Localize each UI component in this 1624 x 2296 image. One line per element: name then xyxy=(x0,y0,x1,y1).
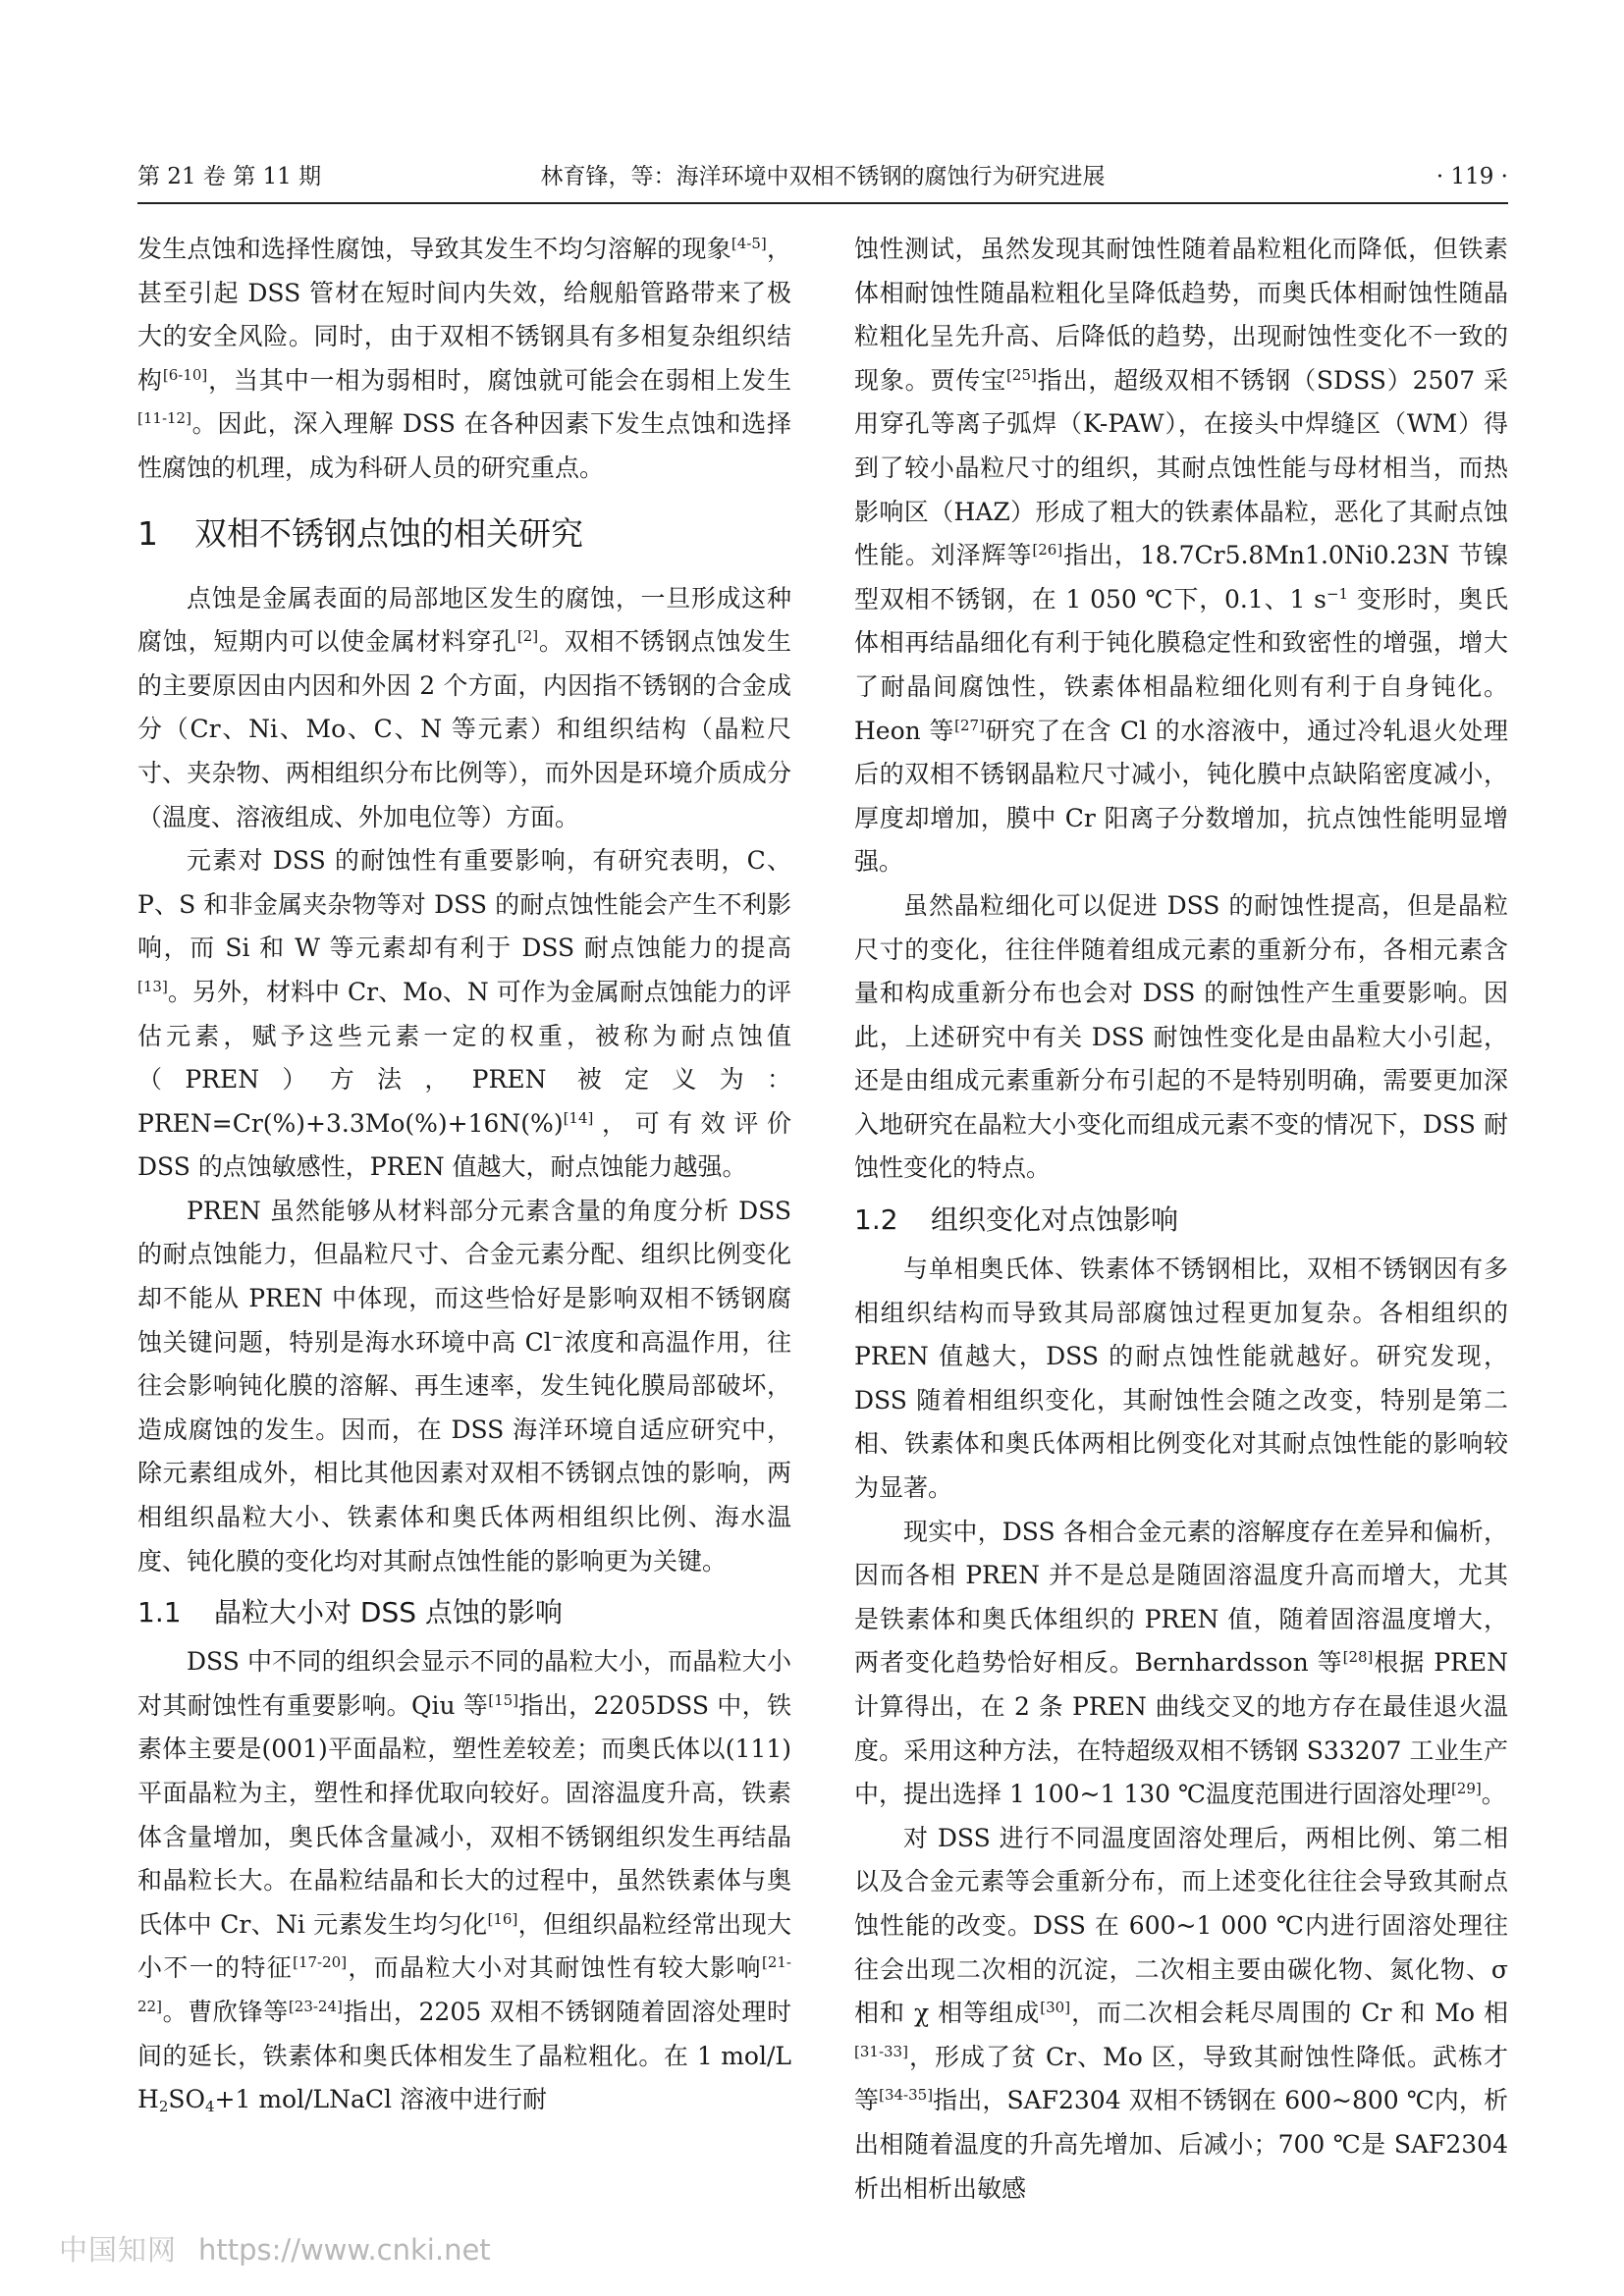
paragraph: 蚀性测试，虽然发现其耐蚀性随着晶粒粗化而降低，但铁素体相耐蚀性随晶粒粗化呈降低趋势，而奥氏体相耐蚀性随晶粒粗化呈先升高、后降低的趋势，出现耐蚀性变化不一致的现象。贾传宝[25]指出，超级双相不锈钢（SDSS）2507 采用穿孔等离子弧焊（K-PAW），在接头中焊缝区（WM）得到了较小晶粒尺寸的组织，其耐点蚀性能与母材相当，而热影响区（HAZ）形成了粗大的铁素体晶粒，恶化了其耐点蚀性能。刘泽辉等[26]指出，18.7Cr5.8Mn1.0Ni0.23N 节镍型双相不锈钢，在 1 050 ℃下，0.1、1 $s^{-1}$ 变形时，奥氏体相再结晶细化有利于钝化膜稳定性和致密性的增强，增大了耐晶间腐蚀性，铁素体相晶粒细化则有利于自身钝化。Heon 等[27]研究了在含 Cl 的水溶液中，通过冷轧退火处理后的双相不锈钢晶粒尺寸减小，钝化膜中点缺陷密度减小，厚度却增加，膜中 Cr 阳离子分数增加，抗点蚀性能明显增强。 xyxy=(854,235,1508,877)
citation: [34-35] xyxy=(879,2086,934,2105)
citation: [16] xyxy=(487,1909,518,1928)
paragraph: 现实中，DSS 各相合金元素的溶解度存在差异和偏析，因而各相 PREN 并不是总是随固溶温度升高而增大，尤其是铁素体和奥氏体组织的 PREN 值，随着固溶温度增大，两者变化趋势恰好相反。Bernhardsson 等[28]根据 PREN 计算得出，在 2 条 PREN 曲线交叉的地方存在最佳退火温度。采用这种方法，在特超级双相不锈钢 S33207 工业生产中，提出选择 1 100~1 130 ℃温度范围进行固溶处理[29]。 xyxy=(854,1517,1508,1809)
page-number: · 119 · xyxy=(1435,164,1508,189)
citation: [26] xyxy=(1032,541,1063,560)
citation: [25] xyxy=(1006,365,1037,384)
citation: [28] xyxy=(1342,1648,1374,1667)
citation: [30] xyxy=(1040,1999,1071,2017)
paragraph: 发生点蚀和选择性腐蚀，导致其发生不均匀溶解的现象[4-5]，甚至引起 DSS 管材在短时间内失效，给舰船管路带来了极大的安全风险。同时，由于双相不锈钢具有多相复杂组织结构[6-10]，当其中一相为弱相时，腐蚀就可能会在弱相上发生[11-12]。因此，深入理解 DSS 在各种因素下发生点蚀和选择性腐蚀的机理，成为科研人员的研究重点。 xyxy=(137,235,791,482)
paragraph: 虽然晶粒细化可以促进 DSS 的耐蚀性提高，但是晶粒尺寸的变化，往往伴随着组成元素的重新分布，各相元素含量和构成重新分布也会对 DSS 的耐蚀性产生重要影响。因此，上述研究中有关 DSS 耐蚀性变化是由晶粒大小引起，还是由组成元素重新分布引起的不是特别明确，需要更加深入地研究在晶粒大小变化而组成元素不变的情况下，DSS 耐蚀性变化的特点。 xyxy=(854,890,1508,1183)
citation: [15] xyxy=(488,1690,519,1709)
paragraph: 与单相奥氏体、铁素体不锈钢相比，双相不锈钢因有多相组织结构而导致其局部腐蚀过程更加复杂。各相组织的 PREN 值越大，DSS 的耐点蚀性能就越好。研究发现，DSS 随着相组织变化，其耐蚀性会随之改变，特别是第二相、铁素体和奥氏体两相比例变化对其耐点蚀性能的影响较为显著。 xyxy=(854,1255,1508,1503)
citation: [14] xyxy=(563,1108,594,1127)
cnki-url: https://www.cnki.net xyxy=(198,2233,491,2267)
cnki-brand: 中国知网 xyxy=(59,2233,178,2267)
watermark-footer xyxy=(59,2230,491,2269)
paragraph: 点蚀是金属表面的局部地区发生的腐蚀，一旦形成这种腐蚀，短期内可以使金属材料穿孔[2]。双相不锈钢点蚀发生的主要原因由内因和外因 2 个方面，内因指不锈钢的合金成分（Cr、Ni、Mo、C、N 等元素）和组织结构（晶粒尺寸、夹杂物、两相组织分布比例等），而外因是环境介质成分（温度、溶液组成、外加电位等）方面。 xyxy=(137,583,791,831)
journal-volume-issue: 第 21 卷 第 11 期 xyxy=(137,164,322,189)
paragraph: DSS 中不同的组织会显示不同的晶粒大小，而晶粒大小对其耐蚀性有重要影响。Qiu 等[15]指出，2205DSS 中，铁素体主要是(001)平面晶粒，塑性差较差；而奥氏体以(111)平面晶粒为主，塑性和择优取向较好。固溶温度升高，铁素体含量增加，奥氏体含量减小，双相不锈钢组织发生再结晶和晶粒长大。在晶粒结晶和长大的过程中，虽然铁素体与奥氏体中 Cr、Ni 元素发生均匀化[16]，但组织晶粒经常出现大小不一的特征[17-20]，而晶粒大小对其耐蚀性有较大影响[21-22]。曹欣锋等[23-24]指出，2205 双相不锈钢随着固溶处理时间的延长，铁素体和奥氏体相发生了晶粒粗化。在 1 mol/L $H_2SO_4+1$ mol/LNaCl 溶液中进行耐 xyxy=(137,1647,791,2116)
header-rule xyxy=(137,202,1508,204)
paragraph: 元素对 DSS 的耐蚀性有重要影响，有研究表明，C、P、S 和非金属夹杂物等对 DSS 的耐点蚀性能会产生不利影响，而 Si 和 W 等元素却有利于 DSS 耐点蚀能力的提高[13]。另外，材料中 Cr、Mo、N 可作为金属耐点蚀能力的评估元素，赋予这些元素一定的权重，被称为耐点蚀值（PREN）方法，PREN 被定义为：PREN=Cr(%)+3.3Mo(%)+16N(%)[14]，可有效评价 DSS 的点蚀敏感性，PREN 值越大，耐点蚀能力越强。 xyxy=(137,846,791,1182)
citation: [23-24] xyxy=(288,1997,343,2015)
citation: [6-10] xyxy=(162,365,208,384)
section-heading-1-1: 1.1 晶粒大小对 DSS 点蚀的影响 xyxy=(137,1596,563,1629)
citation: [17-20] xyxy=(293,1953,348,1972)
section-heading-1: 1 双相不锈钢点蚀的相关研究 xyxy=(137,513,583,553)
paragraph: PREN 虽然能够从材料部分元素含量的角度分析 DSS 的耐点蚀能力，但晶粒尺寸、合金元素分配、组织比例变化却不能从 PREN 中体现，而这些恰好是影响双相不锈钢腐蚀关键问题，特别是海水环境中高 Cl−浓度和高温作用，往往会影响钝化膜的溶解、再生速率，发生钝化膜局部破坏，造成腐蚀的发生。因而，在 DSS 海洋环境自适应研究中，除元素组成外，相比其他因素对双相不锈钢点蚀的影响，两相组织晶粒大小、铁素体和奥氏体两相组织比例、海水温度、钝化膜的变化均对其耐点蚀性能的影响更为关键。 xyxy=(137,1196,791,1575)
section-heading-1-2: 1.2 组织变化对点蚀影响 xyxy=(854,1203,1179,1237)
running-header xyxy=(137,157,1508,196)
running-title: 林育锋，等：海洋环境中双相不锈钢的腐蚀行为研究进展 xyxy=(540,164,1106,189)
paragraph: 对 DSS 进行不同温度固溶处理后，两相比例、第二相以及合金元素等会重新分布，而上述变化往往会导致其耐点蚀性能的改变。DSS 在 600~1 000 ℃内进行固溶处理往往会出现二次相的沉淀，二次相主要由碳化物、氮化物、σ 相和 χ 相等组成[30]，而二次相会耗尽周围的 Cr 和 Mo 相[31-33]，形成了贫 Cr、Mo 区，导致其耐蚀性降低。武栋才等[34-35]指出，SAF2304 双相不锈钢在 600~800 ℃内，析出相随着温度的升高先增加、后减小；700 ℃是 SAF2304 析出相析出敏感 xyxy=(854,1823,1508,2203)
citation: [21-22] xyxy=(137,1953,791,2015)
citation: [29] xyxy=(1450,1780,1482,1798)
citation: [11-12] xyxy=(137,409,191,428)
citation: [27] xyxy=(954,716,985,734)
left-column xyxy=(137,228,791,2171)
right-column xyxy=(854,228,1508,2203)
citation: [2] xyxy=(516,627,539,646)
citation: [31-33] xyxy=(854,2042,908,2060)
citation: [4-5] xyxy=(731,235,767,252)
citation: [13] xyxy=(137,977,168,995)
